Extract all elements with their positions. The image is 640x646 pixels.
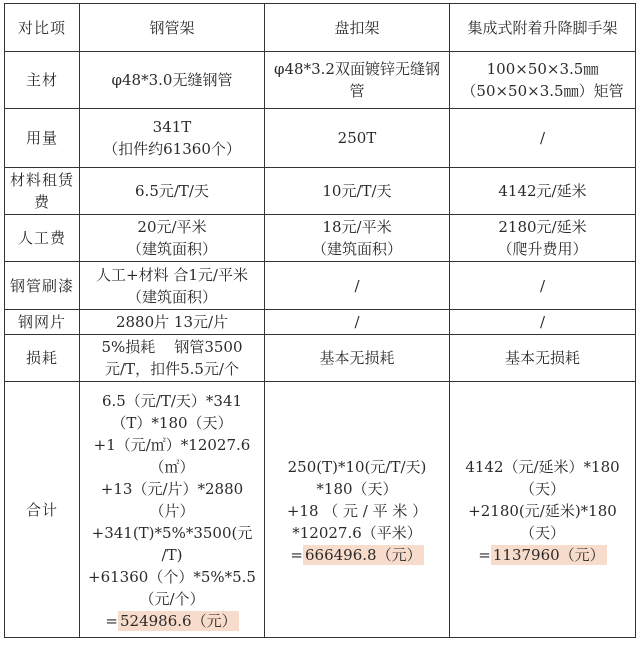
header-integrated-climbing-scaffold: 集成式附着升降脚手架 bbox=[450, 4, 636, 52]
total-value-highlight: 666496.8（元） bbox=[305, 545, 422, 564]
table-cell: / bbox=[450, 310, 636, 335]
header-row bbox=[5, 4, 636, 52]
calc-line: （元/个） bbox=[139, 589, 205, 608]
header-disc-lock-scaffold: 盘扣架 bbox=[265, 4, 450, 52]
calc-total-line bbox=[269, 544, 445, 566]
cell-line: （扣件约61360个） bbox=[103, 140, 241, 158]
calc-line: （片） bbox=[149, 501, 195, 520]
table-row-total bbox=[5, 382, 636, 638]
row-label: 钢网片 bbox=[5, 310, 80, 335]
calc-line: +13（元/片）*2880 bbox=[100, 479, 244, 498]
cell-line: 2180元/延米 bbox=[498, 218, 587, 236]
row-label: 合计 bbox=[5, 382, 80, 638]
calc-line: 6.5（元/T/天）*341 bbox=[101, 391, 243, 410]
table-cell: 2880片 13元/片 bbox=[80, 310, 265, 335]
table-row-pipe-painting bbox=[5, 262, 636, 310]
calc-line: +61360（个）*5%*5.5 bbox=[88, 567, 256, 586]
total-value-highlight: 1137960（元） bbox=[492, 545, 605, 564]
header-compare-item: 对比项 bbox=[5, 4, 80, 52]
table-cell bbox=[450, 215, 636, 262]
total-prefix: = bbox=[290, 545, 303, 564]
row-label: 材料租赁费 bbox=[5, 168, 80, 215]
table-cell: φ48*3.0无缝钢管 bbox=[80, 52, 265, 109]
table-row-quantity bbox=[5, 109, 636, 168]
calc-line: （T）*180（天） bbox=[111, 413, 233, 432]
row-label: 钢管刷漆 bbox=[5, 262, 80, 310]
total-prefix: = bbox=[478, 545, 491, 564]
row-label: 人工费 bbox=[5, 215, 80, 262]
table-cell bbox=[80, 109, 265, 168]
table-cell: 6.5元/T/天 bbox=[80, 168, 265, 215]
calc-total-line bbox=[84, 610, 260, 632]
calc-line: 4142（元/延米）*180 bbox=[465, 457, 620, 476]
calc-line: *180（天） bbox=[316, 479, 398, 498]
calc-line: /T) bbox=[161, 545, 183, 564]
table-cell bbox=[265, 215, 450, 262]
table-cell: / bbox=[450, 109, 636, 168]
calc-total-line bbox=[454, 544, 631, 566]
total-value-highlight: 524986.6（元） bbox=[120, 611, 237, 630]
table-cell: 基本无损耗 bbox=[450, 335, 636, 382]
table-cell: 5%损耗 钢管3500元/T，扣件5.5元/个 bbox=[80, 335, 265, 382]
cell-line: 341T bbox=[152, 118, 192, 136]
calc-line: 250(T)*10(元/T/天) bbox=[287, 457, 427, 476]
calc-cell-disc-lock bbox=[265, 382, 450, 638]
row-label: 主材 bbox=[5, 52, 80, 109]
calc-line: *12027.6（平米） bbox=[292, 523, 422, 542]
table-cell: 100×50×3.5㎜（50×50×3.5㎜）矩管 bbox=[450, 52, 636, 109]
calc-line: （天） bbox=[519, 523, 565, 542]
calc-line: +18 （ 元 / 平 米 ） bbox=[286, 501, 428, 520]
calc-cell-steel-pipe bbox=[80, 382, 265, 638]
cell-line: （建筑面积） bbox=[126, 240, 217, 258]
row-label: 损耗 bbox=[5, 335, 80, 382]
table-row-main-material bbox=[5, 52, 636, 109]
table-cell: 250T bbox=[265, 109, 450, 168]
table-row-labor-fee bbox=[5, 215, 636, 262]
comparison-table bbox=[4, 3, 636, 638]
cell-line: （爬升费用） bbox=[497, 240, 588, 258]
calc-line: +1（元/㎡）*12027.6 bbox=[93, 435, 251, 454]
calc-line: +2180(元/延米)*180 bbox=[468, 501, 617, 520]
table-cell: / bbox=[265, 262, 450, 310]
cell-line: 18元/平米 bbox=[322, 218, 392, 236]
header-steel-pipe-scaffold: 钢管架 bbox=[80, 4, 265, 52]
table-cell bbox=[80, 215, 265, 262]
table-row-steel-mesh bbox=[5, 310, 636, 335]
table-cell: 基本无损耗 bbox=[265, 335, 450, 382]
calc-cell-integrated bbox=[450, 382, 636, 638]
table-cell: / bbox=[265, 310, 450, 335]
row-label: 用量 bbox=[5, 109, 80, 168]
cell-line: （建筑面积） bbox=[311, 240, 402, 258]
cell-line: 20元/平米 bbox=[137, 218, 207, 236]
calc-line: （㎡） bbox=[149, 457, 195, 476]
table-cell: 4142元/延米 bbox=[450, 168, 636, 215]
table-cell: φ48*3.2双面镀锌无缝钢管 bbox=[265, 52, 450, 109]
calc-line: +341(T)*5%*3500(元 bbox=[91, 523, 253, 542]
total-prefix: = bbox=[105, 611, 118, 630]
table-cell: 人工+材料 合1元/平米（建筑面积） bbox=[80, 262, 265, 310]
table-cell: / bbox=[450, 262, 636, 310]
table-row-rental-fee bbox=[5, 168, 636, 215]
calc-line: （天） bbox=[519, 479, 565, 498]
table-cell: 10元/T/天 bbox=[265, 168, 450, 215]
table-row-loss bbox=[5, 335, 636, 382]
